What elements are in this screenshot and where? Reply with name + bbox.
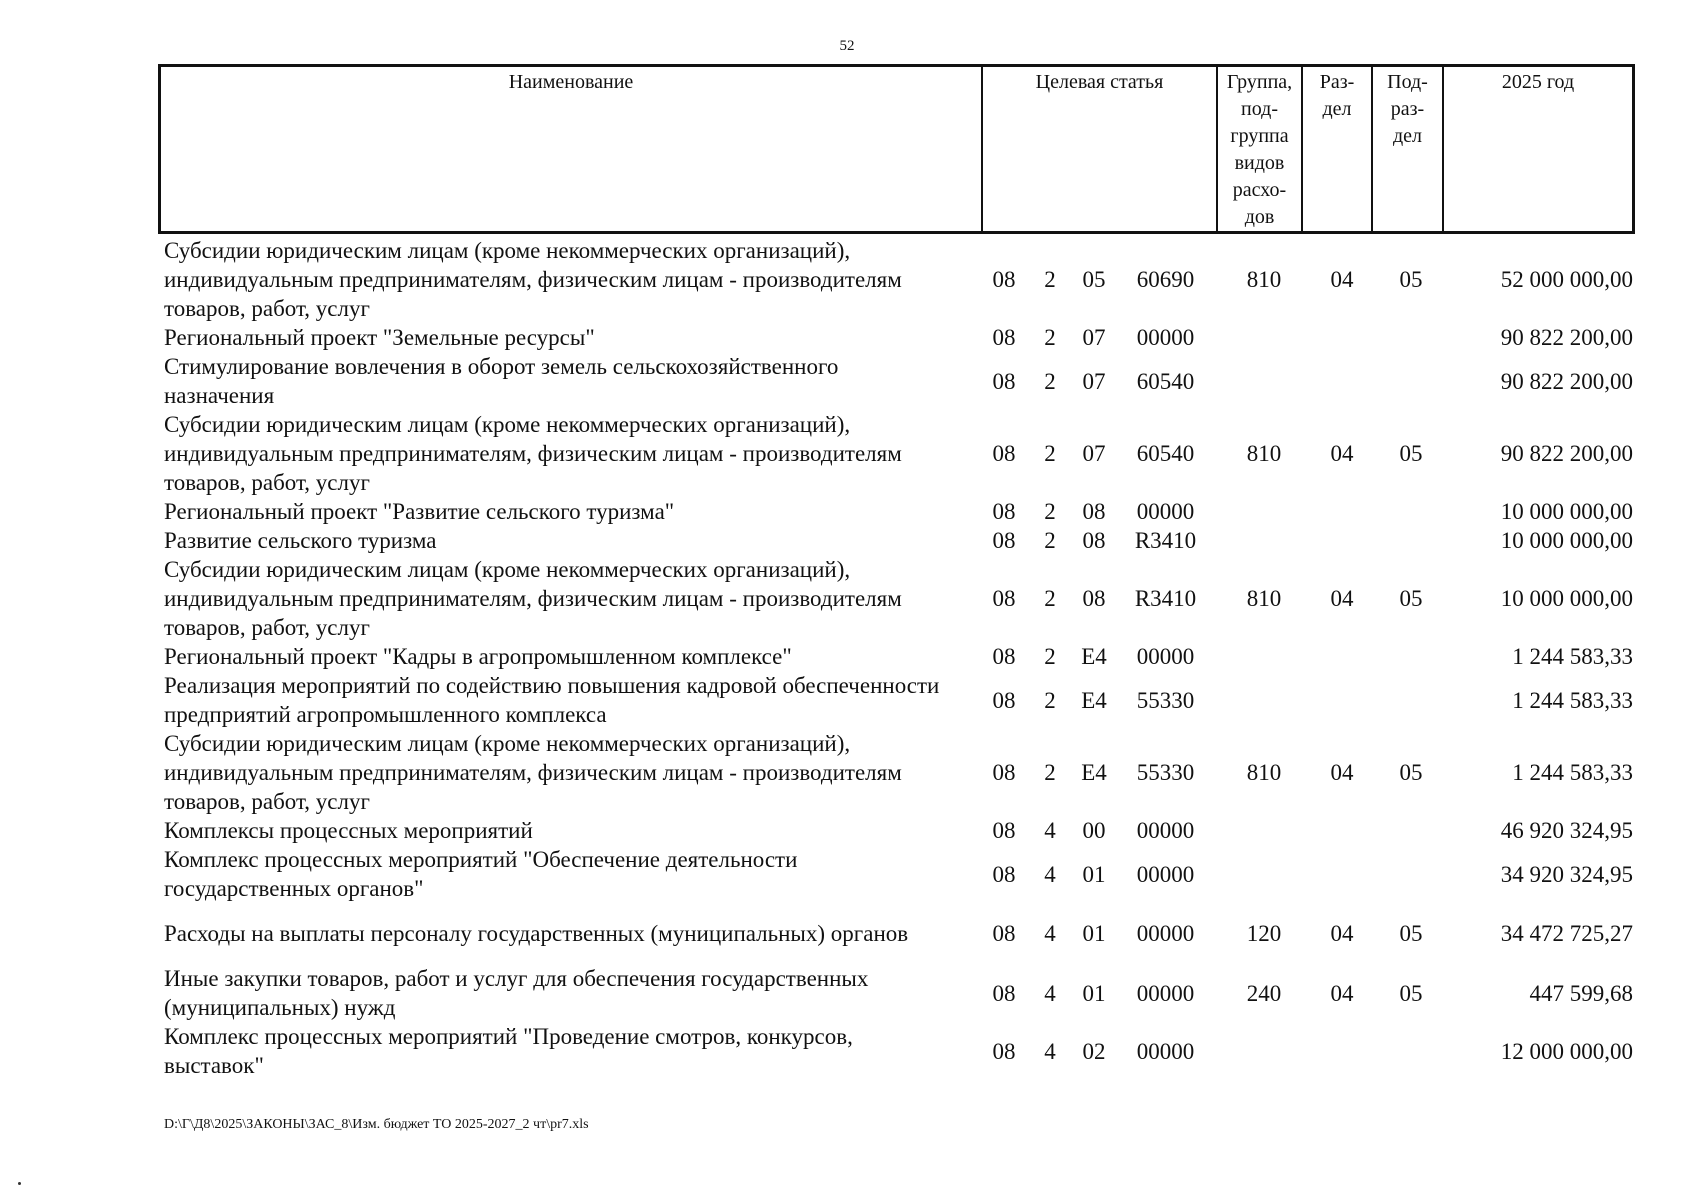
row-name-line: Развитие сельского туризма <box>164 528 437 553</box>
row-group: 810 <box>1246 586 1282 611</box>
table-row <box>158 410 1635 497</box>
row-ev: 08 <box>1082 499 1106 524</box>
row-code: 00000 <box>1136 921 1195 946</box>
row-sub: 2 <box>1044 267 1056 292</box>
row-name-line: Региональный проект "Земельные ресурсы" <box>164 325 595 350</box>
row-prog: 08 <box>992 644 1016 669</box>
row-prog: 08 <box>992 267 1016 292</box>
row-name-line: Региональный проект "Кадры в агропромышленном комплексе" <box>164 644 792 669</box>
row-sum: 10 000 000,00 <box>1500 586 1633 611</box>
row-podr: 05 <box>1399 980 1423 1006</box>
row-name-line: товаров, работ, услуг <box>164 615 370 640</box>
row-name <box>158 845 978 903</box>
row-name <box>158 555 978 642</box>
row-sum: 90 822 200,00 <box>1500 441 1633 466</box>
row-name-line: Расходы на выплаты персоналу государственных (муниципальных) органов <box>164 921 909 946</box>
row-name-line: товаров, работ, услуг <box>164 789 370 814</box>
table-row <box>158 964 1635 1022</box>
row-name-line: Реализация мероприятий по содействию повышения кадровой обеспеченности <box>164 673 940 698</box>
row-name <box>158 526 978 555</box>
row-ev: 01 <box>1082 921 1106 946</box>
row-ev: E4 <box>1081 687 1107 713</box>
row-sub: 2 <box>1044 687 1056 713</box>
row-name <box>158 964 978 1022</box>
row-razd: 04 <box>1330 760 1354 785</box>
row-razd: 04 <box>1330 267 1354 292</box>
row-prog: 08 <box>992 499 1016 524</box>
row-name-line: государственных органов" <box>164 876 424 901</box>
table-row <box>158 526 1635 555</box>
row-code: 00000 <box>1136 818 1195 843</box>
table-row <box>158 555 1635 642</box>
row-name-line: индивидуальным предпринимателям, физическим лицам - производителям <box>164 267 902 292</box>
row-name-line: Субсидии юридическим лицам (кроме некоммерческих организаций), <box>164 412 851 437</box>
row-name-line: Иные закупки товаров, работ и услуг для обеспечения государственных <box>164 966 869 991</box>
row-name <box>158 352 978 410</box>
page-number: 52 <box>839 38 855 54</box>
row-name-line: (муниципальных) нужд <box>164 995 396 1020</box>
header-target-label: Целевая статья <box>1035 71 1164 93</box>
row-sum: 90 822 200,00 <box>1500 325 1633 350</box>
row-sub: 2 <box>1044 499 1056 524</box>
row-prog: 08 <box>992 921 1016 946</box>
row-name <box>158 671 978 729</box>
row-code: 00000 <box>1136 644 1195 669</box>
row-sub: 2 <box>1044 528 1056 553</box>
row-code: 60540 <box>1136 441 1195 466</box>
row-sum: 52 000 000,00 <box>1500 267 1633 292</box>
header-razdel-line: Раз- <box>1319 71 1355 93</box>
row-prog: 08 <box>992 368 1016 394</box>
row-sub: 2 <box>1044 441 1056 466</box>
row-code: 60540 <box>1136 368 1195 394</box>
row-sub: 2 <box>1044 586 1056 611</box>
row-code: 00000 <box>1136 861 1195 887</box>
row-prog: 08 <box>992 818 1016 843</box>
row-ev: 05 <box>1082 267 1106 292</box>
row-ev: 01 <box>1082 980 1106 1006</box>
row-ev: 07 <box>1082 368 1106 394</box>
header-group <box>1218 67 1303 234</box>
row-sum: 1 244 583,33 <box>1512 687 1633 713</box>
table-row <box>158 642 1635 671</box>
table-row <box>158 352 1635 410</box>
row-code: 55330 <box>1136 687 1195 713</box>
header-podrazdel <box>1373 67 1444 234</box>
header-podrazdel-line: раз- <box>1390 98 1425 120</box>
table-row <box>158 236 1635 323</box>
row-sub: 2 <box>1044 644 1056 669</box>
row-name-line: назначения <box>164 383 275 408</box>
row-name <box>158 919 978 948</box>
row-sum: 1 244 583,33 <box>1512 760 1633 785</box>
row-name-line: товаров, работ, услуг <box>164 470 370 495</box>
row-sum: 34 472 725,27 <box>1500 921 1633 946</box>
row-name-line: индивидуальным предпринимателям, физическим лицам - производителям <box>164 760 902 785</box>
row-code: 00000 <box>1136 499 1195 524</box>
table-row <box>158 729 1635 816</box>
table-body <box>158 236 1635 1080</box>
row-group: 810 <box>1246 760 1282 785</box>
row-ev: 08 <box>1082 528 1106 553</box>
row-prog: 08 <box>992 760 1016 785</box>
row-code: 00000 <box>1136 1038 1195 1064</box>
row-razd: 04 <box>1330 441 1354 466</box>
row-ev: 01 <box>1082 861 1106 887</box>
row-name <box>158 236 978 323</box>
row-podr: 05 <box>1399 921 1423 946</box>
header-name <box>161 67 983 234</box>
row-podr: 05 <box>1399 760 1423 785</box>
row-sub: 2 <box>1044 368 1056 394</box>
row-razd: 04 <box>1330 586 1354 611</box>
row-razd: 04 <box>1330 980 1354 1006</box>
row-name-line: Субсидии юридическим лицам (кроме некоммерческих организаций), <box>164 238 851 263</box>
row-name-line: Субсидии юридическим лицам (кроме некоммерческих организаций), <box>164 731 851 756</box>
row-name <box>158 497 978 526</box>
row-razd: 04 <box>1330 921 1354 946</box>
row-prog: 08 <box>992 325 1016 350</box>
row-name-line: Комплексы процессных мероприятий <box>164 818 533 843</box>
row-prog: 08 <box>992 687 1016 713</box>
row-sum: 10 000 000,00 <box>1500 499 1633 524</box>
row-ev: 02 <box>1082 1038 1106 1064</box>
row-name-line: Субсидии юридическим лицам (кроме некоммерческих организаций), <box>164 557 851 582</box>
row-group: 810 <box>1246 441 1282 466</box>
row-ev: E4 <box>1081 760 1107 785</box>
row-group: 810 <box>1246 267 1282 292</box>
row-prog: 08 <box>992 861 1016 887</box>
table-row <box>158 671 1635 729</box>
row-podr: 05 <box>1399 441 1423 466</box>
row-sum: 1 244 583,33 <box>1512 644 1633 669</box>
header-group-line: дов <box>1244 206 1275 228</box>
row-code: 00000 <box>1136 980 1195 1006</box>
row-sum: 90 822 200,00 <box>1500 368 1633 394</box>
row-podr: 05 <box>1399 586 1423 611</box>
row-prog: 08 <box>992 441 1016 466</box>
row-code: R3410 <box>1134 586 1197 611</box>
row-sum: 10 000 000,00 <box>1500 528 1633 553</box>
table-row <box>158 816 1635 845</box>
table-row <box>158 919 1635 948</box>
row-name-line: товаров, работ, услуг <box>164 296 370 321</box>
header-group-line: группа <box>1230 125 1289 147</box>
row-code: R3410 <box>1134 528 1197 553</box>
row-name <box>158 323 978 352</box>
header-group-line: под- <box>1241 98 1278 120</box>
row-name-line: Комплекс процессных мероприятий "Обеспечение деятельности <box>164 847 798 872</box>
row-sub: 4 <box>1044 921 1056 946</box>
row-name-line: предприятий агропромышленного комплекса <box>164 702 607 727</box>
header-razdel-line: дел <box>1322 98 1352 120</box>
header-year-label: 2025 год <box>1501 71 1575 93</box>
row-sum: 34 920 324,95 <box>1500 861 1633 887</box>
row-name-line: Комплекс процессных мероприятий "Проведение смотров, конкурсов, <box>164 1024 853 1049</box>
row-sub: 4 <box>1044 1038 1056 1064</box>
row-code: 55330 <box>1136 760 1195 785</box>
row-sub: 4 <box>1044 861 1056 887</box>
row-ev: 07 <box>1082 325 1106 350</box>
table-row <box>158 497 1635 526</box>
scan-speck <box>18 1182 21 1185</box>
header-group-line: Группа, <box>1226 71 1293 93</box>
header-target <box>983 67 1218 234</box>
row-name <box>158 410 978 497</box>
row-name-line: индивидуальным предпринимателям, физическим лицам - производителям <box>164 441 902 466</box>
row-ev: E4 <box>1081 644 1107 669</box>
row-podr: 05 <box>1399 267 1423 292</box>
row-name-line: выставок" <box>164 1053 264 1078</box>
row-sub: 4 <box>1044 980 1056 1006</box>
file-path-footer: D:\Г\Д8\2025\ЗАКОНЫ\ЗАС_8\Изм. бюджет ТО 2025-2027_2 чт\pr7.xls <box>164 1117 589 1132</box>
row-ev: 00 <box>1082 818 1106 843</box>
header-podrazdel-line: Под- <box>1387 71 1428 93</box>
row-sub: 2 <box>1044 760 1056 785</box>
row-group: 120 <box>1246 921 1282 946</box>
header-podrazdel-line: дел <box>1392 125 1423 147</box>
header-group-line: расхо- <box>1232 179 1287 201</box>
row-name-line: Стимулирование вовлечения в оборот земель сельскохозяйственного <box>164 354 839 379</box>
row-prog: 08 <box>992 1038 1016 1064</box>
row-prog: 08 <box>992 980 1016 1006</box>
table-row <box>158 845 1635 903</box>
row-code: 60690 <box>1136 267 1195 292</box>
table-row <box>158 323 1635 352</box>
header-group-line: видов <box>1234 152 1285 174</box>
header-year <box>1444 67 1632 234</box>
row-code: 00000 <box>1136 325 1195 350</box>
row-prog: 08 <box>992 528 1016 553</box>
row-sum: 46 920 324,95 <box>1500 818 1633 843</box>
header-name-label: Наименование <box>508 71 634 93</box>
row-sub: 2 <box>1044 325 1056 350</box>
row-name-line: индивидуальным предпринимателям, физическим лицам - производителям <box>164 586 902 611</box>
row-sum: 12 000 000,00 <box>1500 1038 1633 1064</box>
row-name <box>158 642 978 671</box>
row-name <box>158 816 978 845</box>
table-header <box>158 64 1635 234</box>
row-ev: 07 <box>1082 441 1106 466</box>
row-sub: 4 <box>1044 818 1056 843</box>
row-ev: 08 <box>1082 586 1106 611</box>
row-group: 240 <box>1246 980 1282 1006</box>
row-prog: 08 <box>992 586 1016 611</box>
header-razdel <box>1303 67 1373 234</box>
row-name <box>158 1022 978 1080</box>
row-sum: 447 599,68 <box>1529 980 1633 1006</box>
row-name-line: Региональный проект "Развитие сельского туризма" <box>164 499 675 524</box>
table-row <box>158 1022 1635 1080</box>
row-name <box>158 729 978 816</box>
